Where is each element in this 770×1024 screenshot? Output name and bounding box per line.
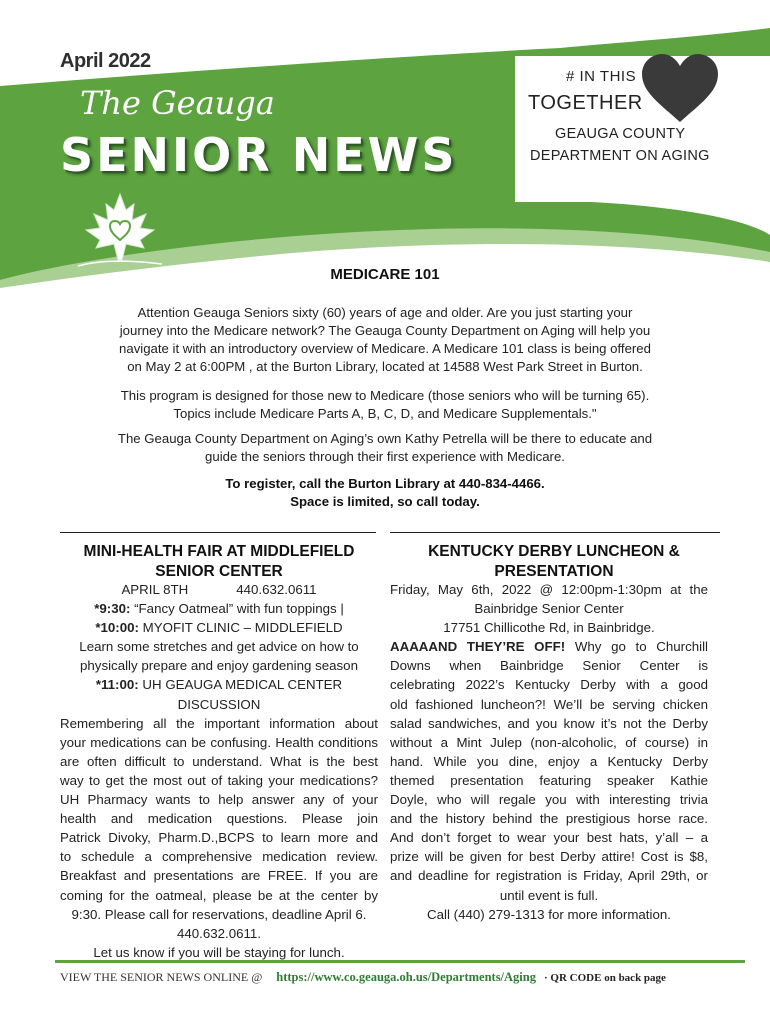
text-line: Space is limited, so call today.: [290, 494, 480, 509]
text-line: And don’t forget to wear your best hats, y’all – a: [390, 830, 708, 846]
text-line: UH Pharmacy wants to help answer any of your: [60, 792, 378, 808]
medicare-register: [100, 475, 670, 511]
footer: [60, 970, 750, 985]
text-line: 9:30. Please call for reservations, deadline April 6.: [71, 906, 367, 922]
text-line: 440.632.0611.: [176, 925, 262, 941]
text-line: Remembering all the important information about: [60, 715, 378, 731]
text-line: coming for the oatmeal, please be at the center by: [60, 887, 378, 903]
divider-left: [60, 532, 376, 533]
text-line: health and medication questions. Please join: [60, 811, 378, 827]
department-name: DEPARTMENT ON AGING: [530, 148, 710, 164]
footer-label: VIEW THE SENIOR NEWS ONLINE @: [60, 970, 263, 984]
derby-lead-bold: AAAAAND THEY’RE OFF!: [390, 639, 566, 655]
text-line: journey into the Medicare network? The Geauga County Department on Aging will help you: [119, 323, 651, 338]
together-text: TOGETHER: [528, 92, 643, 114]
heart-icon: [640, 52, 720, 124]
newsletter-title: SENIOR NEWS: [60, 128, 458, 182]
text-line: Why go to Churchill: [565, 639, 708, 655]
medicare-paragraph-3: [100, 430, 670, 466]
text-line: until event is full.: [499, 887, 599, 903]
text-line: Patrick Divoky, Pharm.D.,BCPS to learn more and: [60, 830, 378, 846]
text-line: SENIOR CENTER: [155, 563, 283, 580]
derby-lead: [390, 637, 708, 656]
event-phone: 440.632.0611: [236, 582, 317, 597]
derby-body: [390, 580, 708, 924]
text-line: DISCUSSION: [177, 696, 261, 712]
hashtag-text: # IN THIS: [566, 68, 637, 85]
text-line: Call (440) 279-1313 for more information.: [427, 906, 671, 922]
text-line: Let us know if you will be staying for lunch.: [93, 944, 345, 960]
newsletter-title-script: The Geauga: [80, 84, 275, 122]
schedule-time: *9:30:: [94, 601, 131, 617]
text-line: without a Mint Julep (non-alcoholic, of course) in: [390, 734, 708, 750]
text-line: and the history behind the prestigious horse race.: [390, 811, 708, 827]
schedule-time: *10:00:: [95, 620, 139, 636]
event-venue: Bainbridge Senior Center: [474, 601, 624, 617]
text-line: guide the seniors through their first experience with Medicare.: [205, 449, 565, 464]
text-line: Learn some stretches and get advice on how to: [79, 639, 359, 655]
health-fair-title: [60, 542, 378, 582]
text-line: navigate it with an introductory overview of Medicare. A Medicare 101 class is being offered: [119, 341, 651, 356]
date-phone-row: [60, 580, 378, 599]
text-line: and deadline for registration is Friday, April 29th, or: [390, 868, 708, 884]
text-line: hand. While you dine, enjoy a Kentucky Derby: [390, 753, 708, 769]
event-address: 17751 Chillicothe Rd, in Bainbridge.: [443, 620, 655, 636]
schedule-text: “Fancy Oatmeal” with fun toppings |: [130, 601, 344, 617]
qr-note: · QR CODE on back page: [544, 972, 666, 984]
text-line: Doyle, who will regale you with interesting trivia: [390, 792, 708, 808]
text-line: on May 2 at 6:00PM , at the Burton Library, located at 14588 West Park Street in Burton.: [127, 359, 643, 374]
text-line: KENTUCKY DERBY LUNCHEON &: [428, 543, 680, 560]
schedule-time: *11:00:: [95, 677, 139, 693]
text-line: celebrating 2022’s Kentucky Derby with a good: [390, 677, 708, 693]
medicare-paragraph-1: [100, 304, 670, 376]
schedule-item: [60, 675, 378, 694]
county-name: GEAUGA COUNTY: [555, 126, 686, 142]
schedule-text: UH GEAUGA MEDICAL CENTER: [138, 677, 343, 693]
medicare-paragraph-2: [100, 387, 670, 423]
text-line: physically prepare and enjoy gardening season: [80, 658, 358, 674]
event-date: APRIL 8TH: [121, 582, 189, 597]
health-fair-body: [60, 580, 378, 962]
text-line: themed presentation featuring speaker Kathie: [390, 772, 708, 788]
medicare-title: MEDICARE 101: [330, 266, 440, 283]
schedule-text: MYOFIT CLINIC – MIDDLEFIELD: [138, 620, 343, 636]
issue-date: April 2022: [60, 50, 151, 72]
text-line: old fashioned luncheon?! We’ll be serving chicken: [390, 696, 708, 712]
text-line: prize will be given for best Derby attire! Cost is $8,: [390, 849, 708, 865]
text-line: Downs when Bainbridge Senior Center is: [390, 658, 708, 674]
schedule-item: [60, 599, 378, 618]
text-line: To register, call the Burton Library at 440-834-4466.: [225, 476, 545, 491]
schedule-item: [60, 618, 378, 637]
maple-leaf-heart-icon: [70, 190, 170, 270]
footer-bar: [55, 960, 745, 963]
derby-title: [390, 542, 718, 582]
text-line: PRESENTATION: [494, 563, 614, 580]
text-line: Breakfast and presentations are FREE. If you are: [60, 868, 378, 884]
event-when: Friday, May 6th, 2022 @ 12:00pm-1:30pm at the: [390, 582, 708, 597]
text-line: This program is designed for those new to Medicare (those seniors who will be turning 65).: [120, 388, 650, 403]
text-line: are often difficult to understand. What is the best: [60, 753, 378, 769]
text-line: The Geauga County Department on Aging’s own Kathy Petrella will be there to educate and: [117, 431, 653, 446]
text-line: Topics include Medicare Parts A, B, C, D, and Medicare Supplementals.": [173, 406, 597, 421]
text-line: way to get the most out of taking your medications?: [60, 772, 378, 788]
text-line: salad sandwiches, and you know it’s not the Derby: [390, 715, 708, 731]
divider-right: [390, 532, 720, 533]
text-line: to schedule a comprehensive medication review.: [60, 849, 378, 865]
website-link[interactable]: https://www.co.geauga.oh.us/Departments/Aging: [276, 970, 536, 984]
text-line: your medications can be confusing. Health conditions: [60, 734, 378, 750]
text-line: Attention Geauga Seniors sixty (60) years of age and older. Are you just starting your: [137, 305, 633, 320]
text-line: MINI-HEALTH FAIR AT MIDDLEFIELD: [83, 543, 355, 560]
